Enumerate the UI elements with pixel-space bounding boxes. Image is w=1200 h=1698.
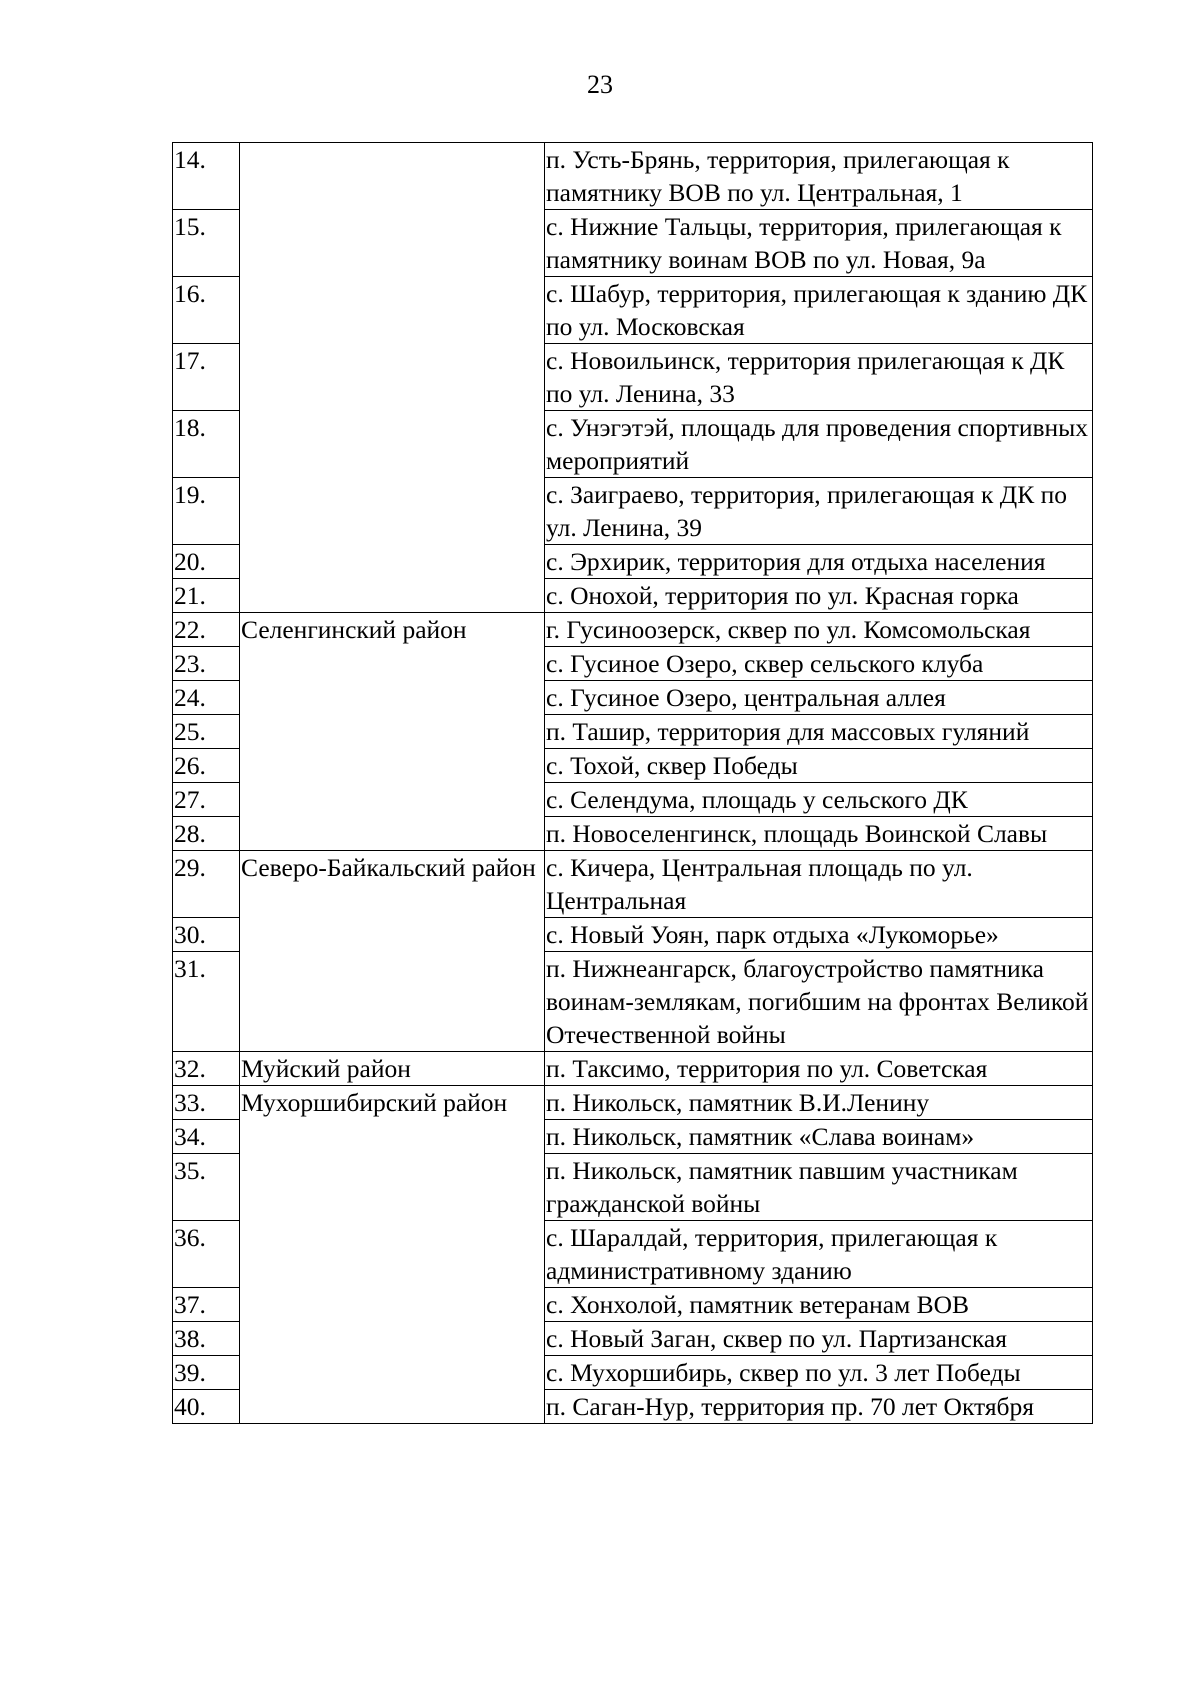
row-number: 30.	[173, 918, 240, 952]
district-name	[240, 143, 545, 613]
table-row	[173, 1086, 1093, 1120]
location-description: с. Селендума, площадь у сельского ДК	[545, 783, 1093, 817]
location-description: с. Нижние Тальцы, территория, прилегающая к памятнику воинам ВОВ по ул. Новая, 9а	[545, 210, 1093, 277]
location-description: с. Новый Уоян, парк отдыха «Лукоморье»	[545, 918, 1093, 952]
location-description: п. Саган-Нур, территория пр. 70 лет Октября	[545, 1390, 1093, 1424]
table-row	[173, 143, 1093, 210]
row-number: 38.	[173, 1322, 240, 1356]
location-description: г. Гусиноозерск, сквер по ул. Комсомольская	[545, 613, 1093, 647]
row-number: 37.	[173, 1288, 240, 1322]
location-description: с. Заиграево, территория, прилегающая к ДК по ул. Ленина, 39	[545, 478, 1093, 545]
location-description: п. Никольск, памятник В.И.Ленину	[545, 1086, 1093, 1120]
table-body	[173, 143, 1093, 1424]
row-number: 25.	[173, 715, 240, 749]
district-name: Селенгинский район	[240, 613, 545, 851]
table-row	[173, 613, 1093, 647]
row-number: 18.	[173, 411, 240, 478]
row-number: 29.	[173, 851, 240, 918]
location-description: с. Эрхирик, территория для отдыха населения	[545, 545, 1093, 579]
row-number: 15.	[173, 210, 240, 277]
district-name: Мухоршибирский район	[240, 1086, 545, 1424]
row-number: 33.	[173, 1086, 240, 1120]
row-number: 19.	[173, 478, 240, 545]
district-name: Северо-Байкальский район	[240, 851, 545, 1052]
location-description: с. Гусиное Озеро, центральная аллея	[545, 681, 1093, 715]
row-number: 32.	[173, 1052, 240, 1086]
location-description: с. Новый Заган, сквер по ул. Партизанская	[545, 1322, 1093, 1356]
location-description: п. Усть-Брянь, территория, прилегающая к памятнику ВОВ по ул. Центральная, 1	[545, 143, 1093, 210]
location-description: п. Таксимо, территория по ул. Советская	[545, 1052, 1093, 1086]
row-number: 16.	[173, 277, 240, 344]
location-description: п. Новоселенгинск, площадь Воинской Славы	[545, 817, 1093, 851]
row-number: 36.	[173, 1221, 240, 1288]
row-number: 40.	[173, 1390, 240, 1424]
locations-table	[172, 142, 1093, 1424]
row-number: 17.	[173, 344, 240, 411]
row-number: 35.	[173, 1154, 240, 1221]
location-description: с. Шабур, территория, прилегающая к зданию ДК по ул. Московская	[545, 277, 1093, 344]
row-number: 34.	[173, 1120, 240, 1154]
row-number: 14.	[173, 143, 240, 210]
row-number: 39.	[173, 1356, 240, 1390]
row-number: 24.	[173, 681, 240, 715]
row-number: 20.	[173, 545, 240, 579]
location-description: с. Унэгэтэй, площадь для проведения спортивных мероприятий	[545, 411, 1093, 478]
row-number: 31.	[173, 952, 240, 1052]
location-description: с. Мухоршибирь, сквер по ул. 3 лет Победы	[545, 1356, 1093, 1390]
row-number: 21.	[173, 579, 240, 613]
location-description: с. Гусиное Озеро, сквер сельского клуба	[545, 647, 1093, 681]
location-description: с. Новоильинск, территория прилегающая к ДК по ул. Ленина, 33	[545, 344, 1093, 411]
row-number: 22.	[173, 613, 240, 647]
row-number: 28.	[173, 817, 240, 851]
location-description: с. Онохой, территория по ул. Красная горка	[545, 579, 1093, 613]
location-description: п. Никольск, памятник «Слава воинам»	[545, 1120, 1093, 1154]
location-description: с. Тохой, сквер Победы	[545, 749, 1093, 783]
location-description: с. Кичера, Центральная площадь по ул. Центральная	[545, 851, 1093, 918]
page-number: 23	[587, 70, 613, 99]
district-name: Муйский район	[240, 1052, 545, 1086]
location-description: п. Нижнеангарск, благоустройство памятника воинам-землякам, погибшим на фронтах Великой Отечественной войны	[545, 952, 1093, 1052]
table-row	[173, 851, 1093, 918]
row-number: 23.	[173, 647, 240, 681]
location-description: п. Ташир, территория для массовых гуляний	[545, 715, 1093, 749]
row-number: 27.	[173, 783, 240, 817]
row-number: 26.	[173, 749, 240, 783]
table-row	[173, 1052, 1093, 1086]
location-description: с. Шаралдай, территория, прилегающая к административному зданию	[545, 1221, 1093, 1288]
location-description: с. Хонхолой, памятник ветеранам ВОВ	[545, 1288, 1093, 1322]
location-description: п. Никольск, памятник павшим участникам гражданской войны	[545, 1154, 1093, 1221]
